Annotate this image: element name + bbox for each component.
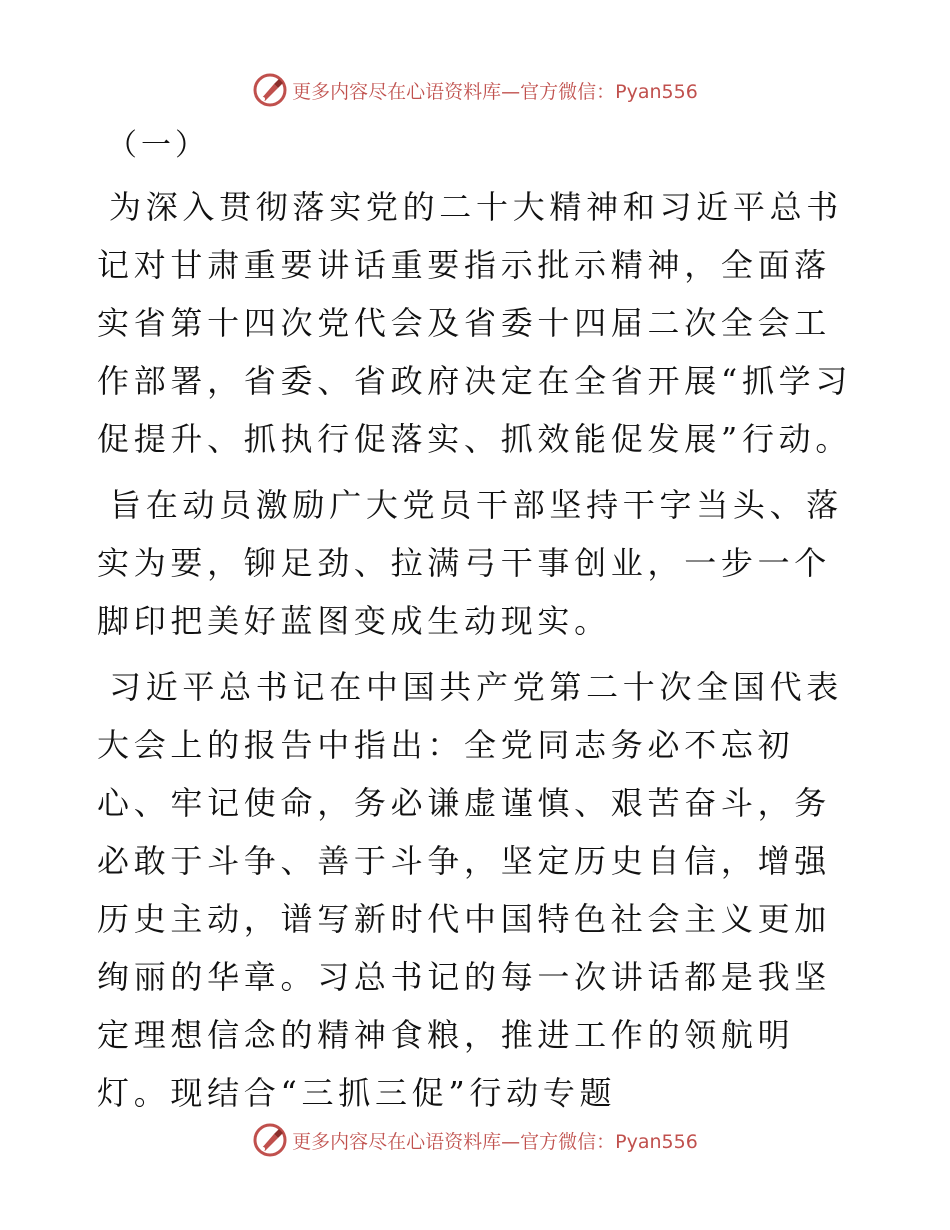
document-body — [97, 122, 857, 1130]
paragraph-2: 旨在动员激励广大党员干部坚持干字当头、落实为要，铆足劲、拉满弓干事创业，一步一个脚印把美好蓝图变成生动现实。 — [97, 486, 844, 640]
header-watermark-text: 更多内容尽在心语资料库—官方微信：Pyan556 — [292, 80, 698, 103]
pen-logo-icon — [252, 1122, 288, 1158]
footer-watermark-banner — [0, 1120, 950, 1160]
paragraph-1: 为深入贯彻落实党的二十大精神和习近平总书记对甘肃重要讲话重要指示批示精神，全面落实省第十四次党代会及省委十四届二次全会工作部署，省委、省政府决定在全省开展“抓学习促提升、抓执行促落实、抓效能促发展”行动。 — [97, 188, 853, 458]
header-watermark-banner — [0, 70, 950, 110]
section-heading: （一） — [107, 128, 209, 163]
pen-logo-icon — [252, 72, 288, 108]
paragraph-3: 习近平总书记在中国共产党第二十次全国代表大会上的报告中指出：全党同志务必不忘初心、牢记使命，务必谦虚谨慎、艰苦奋斗，务必敢于斗争、善于斗争，坚定历史自信，增强历史主动，谱写新时代中国特色社会主义更加绚丽的华章。习总书记的每一次讲话都是我坚定理想信念的精神食粮，推进工作的领航明灯。现结合“三抓三促”行动专题 — [97, 668, 844, 1112]
footer-watermark-text: 更多内容尽在心语资料库—官方微信：Pyan556 — [292, 1130, 698, 1153]
